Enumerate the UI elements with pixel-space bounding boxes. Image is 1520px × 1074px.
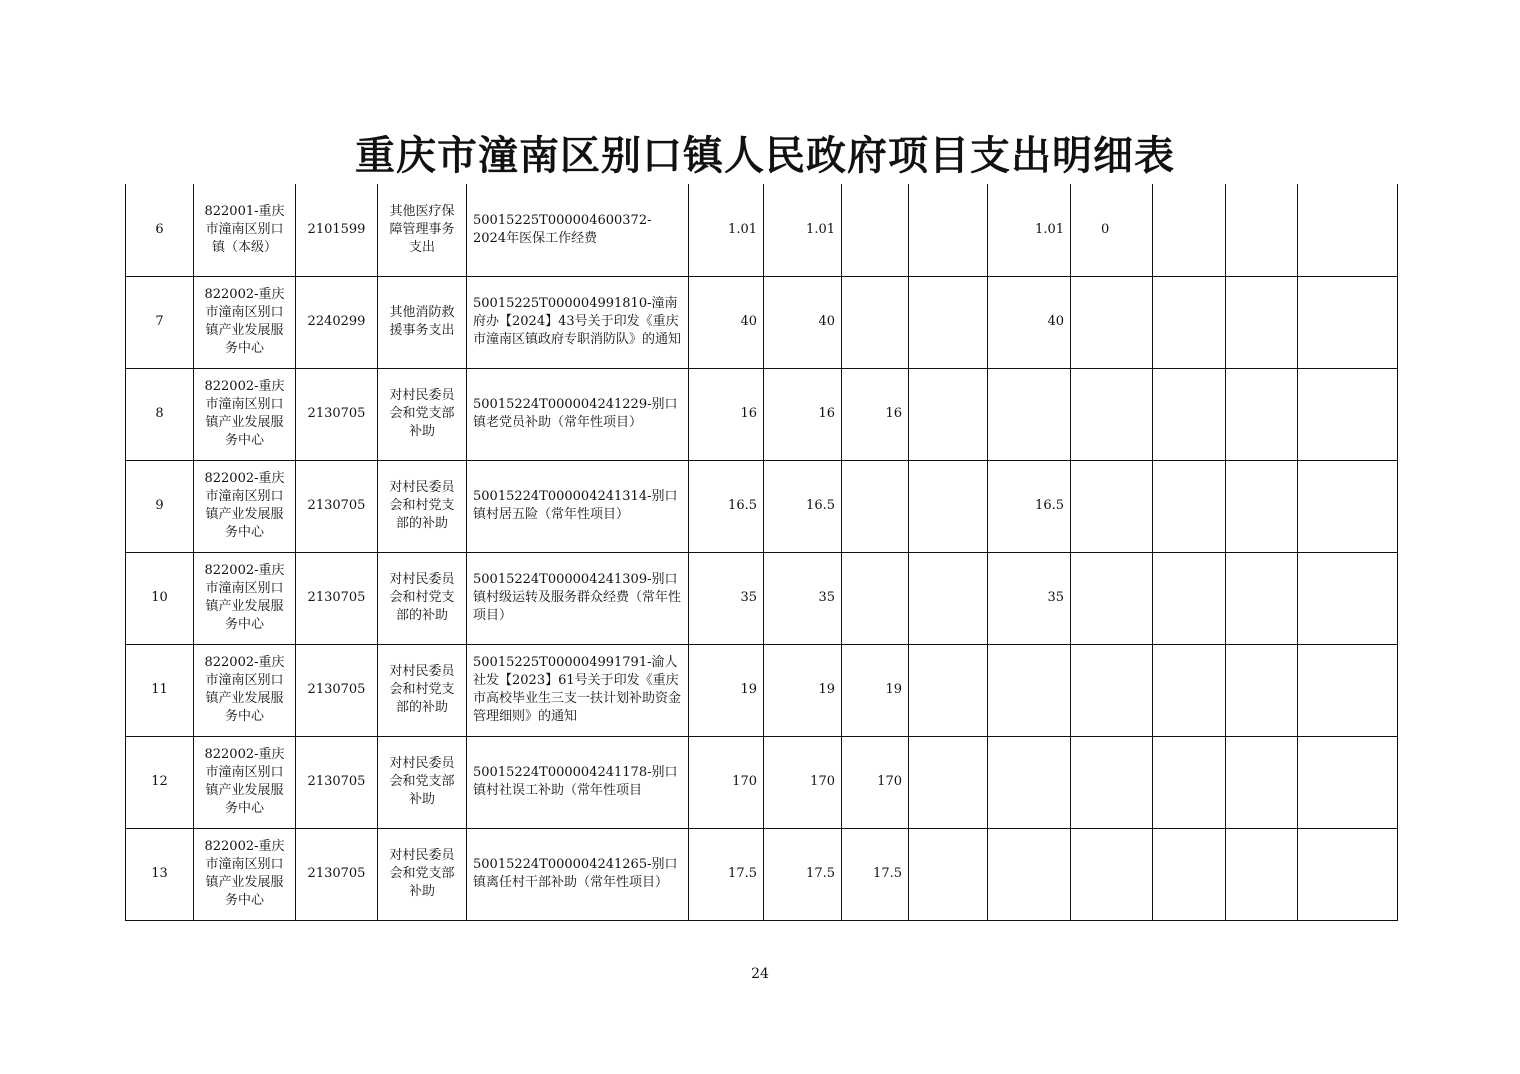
amount-cell [1071, 552, 1153, 644]
project-cell: 50015225T000004600372-2024年医保工作经费 [467, 184, 689, 276]
amount-cell [1226, 644, 1298, 736]
function-code-cell: 2130705 [296, 828, 378, 920]
expenditure-detail-table [125, 184, 1398, 921]
amount-cell [842, 276, 909, 368]
function-code-cell: 2130705 [296, 552, 378, 644]
amount-cell [1226, 828, 1298, 920]
unit-cell: 822002-重庆市潼南区别口镇产业发展服务中心 [194, 276, 296, 368]
category-cell: 其他医疗保障管理事务支出 [378, 184, 467, 276]
amount-cell [1226, 368, 1298, 460]
amount-cell [1071, 460, 1153, 552]
amount-cell [1298, 828, 1398, 920]
amount-cell: 19 [842, 644, 909, 736]
amount-cell [1071, 368, 1153, 460]
amount-cell: 1.01 [988, 184, 1071, 276]
table-row [126, 828, 1398, 920]
category-cell: 对村民委员会和村党支部的补助 [378, 644, 467, 736]
unit-cell: 822002-重庆市潼南区别口镇产业发展服务中心 [194, 460, 296, 552]
amount-cell [909, 184, 988, 276]
amount-cell: 16.5 [764, 460, 842, 552]
project-cell: 50015224T000004241265-别口镇离任村干部补助（常年性项目） [467, 828, 689, 920]
amount-cell: 1.01 [764, 184, 842, 276]
project-cell: 50015224T000004241229-别口镇老党员补助（常年性项目） [467, 368, 689, 460]
amount-cell: 16 [842, 368, 909, 460]
amount-cell [909, 368, 988, 460]
amount-cell [1298, 736, 1398, 828]
amount-cell: 16 [689, 368, 764, 460]
amount-cell [842, 460, 909, 552]
amount-cell [1226, 552, 1298, 644]
amount-cell: 40 [988, 276, 1071, 368]
category-cell: 对村民委员会和党支部补助 [378, 736, 467, 828]
amount-cell: 1.01 [689, 184, 764, 276]
page-number: 24 [751, 966, 769, 982]
amount-cell: 170 [842, 736, 909, 828]
function-code-cell: 2130705 [296, 368, 378, 460]
row-number-cell: 7 [126, 276, 194, 368]
table-row [126, 644, 1398, 736]
amount-cell: 35 [988, 552, 1071, 644]
table-row [126, 552, 1398, 644]
table-row [126, 276, 1398, 368]
project-cell: 50015224T000004241314-别口镇村居五险（常年性项目） [467, 460, 689, 552]
unit-cell: 822002-重庆市潼南区别口镇产业发展服务中心 [194, 828, 296, 920]
category-cell: 对村民委员会和党支部补助 [378, 828, 467, 920]
function-code-cell: 2130705 [296, 460, 378, 552]
amount-cell: 0 [1071, 184, 1153, 276]
category-cell: 其他消防救援事务支出 [378, 276, 467, 368]
amount-cell [1298, 644, 1398, 736]
amount-cell [909, 736, 988, 828]
category-cell: 对村民委员会和党支部补助 [378, 368, 467, 460]
unit-cell: 822002-重庆市潼南区别口镇产业发展服务中心 [194, 368, 296, 460]
row-number-cell: 9 [126, 460, 194, 552]
amount-cell: 16.5 [988, 460, 1071, 552]
amount-cell: 170 [689, 736, 764, 828]
row-number-cell: 11 [126, 644, 194, 736]
table-row [126, 368, 1398, 460]
amount-cell [988, 736, 1071, 828]
table-row [126, 184, 1398, 276]
table-row [126, 736, 1398, 828]
amount-cell: 35 [689, 552, 764, 644]
row-number-cell: 8 [126, 368, 194, 460]
amount-cell [1153, 184, 1226, 276]
amount-cell [1226, 460, 1298, 552]
amount-cell [1071, 644, 1153, 736]
amount-cell [1153, 276, 1226, 368]
amount-cell [909, 644, 988, 736]
project-cell: 50015224T000004241178-别口镇村社误工补助（常年性项目 [467, 736, 689, 828]
amount-cell [842, 184, 909, 276]
page-title: 重庆市潼南区别口镇人民政府项目支出明细表 [355, 132, 1175, 179]
project-cell: 50015224T000004241309-别口镇村级运转及服务群众经费（常年性项目） [467, 552, 689, 644]
project-cell: 50015225T000004991810-潼南府办【2024】43号关于印发《重庆市潼南区镇政府专职消防队》的通知 [467, 276, 689, 368]
amount-cell [1153, 552, 1226, 644]
amount-cell [1226, 736, 1298, 828]
amount-cell: 16 [764, 368, 842, 460]
amount-cell: 19 [764, 644, 842, 736]
amount-cell: 35 [764, 552, 842, 644]
amount-cell: 17.5 [842, 828, 909, 920]
amount-cell [842, 552, 909, 644]
amount-cell: 17.5 [764, 828, 842, 920]
amount-cell [1298, 276, 1398, 368]
function-code-cell: 2130705 [296, 736, 378, 828]
amount-cell [1226, 184, 1298, 276]
amount-cell [1298, 460, 1398, 552]
function-code-cell: 2240299 [296, 276, 378, 368]
amount-cell: 17.5 [689, 828, 764, 920]
amount-cell [1153, 368, 1226, 460]
amount-cell [1071, 276, 1153, 368]
function-code-cell: 2101599 [296, 184, 378, 276]
unit-cell: 822001-重庆市潼南区别口镇（本级） [194, 184, 296, 276]
amount-cell [1071, 828, 1153, 920]
unit-cell: 822002-重庆市潼南区别口镇产业发展服务中心 [194, 736, 296, 828]
amount-cell [1153, 644, 1226, 736]
amount-cell [909, 460, 988, 552]
amount-cell [1153, 828, 1226, 920]
amount-cell [988, 368, 1071, 460]
row-number-cell: 13 [126, 828, 194, 920]
table-row [126, 460, 1398, 552]
amount-cell: 40 [689, 276, 764, 368]
table-body [126, 184, 1398, 920]
amount-cell [988, 828, 1071, 920]
amount-cell [988, 644, 1071, 736]
row-number-cell: 6 [126, 184, 194, 276]
amount-cell [1226, 276, 1298, 368]
row-number-cell: 10 [126, 552, 194, 644]
project-cell: 50015225T000004991791-渝人社发【2023】61号关于印发《重庆市高校毕业生三支一扶计划补助资金管理细则》的通知 [467, 644, 689, 736]
amount-cell [909, 828, 988, 920]
amount-cell [1071, 736, 1153, 828]
amount-cell: 40 [764, 276, 842, 368]
amount-cell [1298, 552, 1398, 644]
amount-cell [1298, 368, 1398, 460]
function-code-cell: 2130705 [296, 644, 378, 736]
amount-cell [1298, 184, 1398, 276]
unit-cell: 822002-重庆市潼南区别口镇产业发展服务中心 [194, 552, 296, 644]
amount-cell [909, 552, 988, 644]
amount-cell: 170 [764, 736, 842, 828]
amount-cell [909, 276, 988, 368]
category-cell: 对村民委员会和村党支部的补助 [378, 552, 467, 644]
amount-cell: 19 [689, 644, 764, 736]
amount-cell [1153, 460, 1226, 552]
unit-cell: 822002-重庆市潼南区别口镇产业发展服务中心 [194, 644, 296, 736]
row-number-cell: 12 [126, 736, 194, 828]
amount-cell: 16.5 [689, 460, 764, 552]
category-cell: 对村民委员会和村党支部的补助 [378, 460, 467, 552]
amount-cell [1153, 736, 1226, 828]
